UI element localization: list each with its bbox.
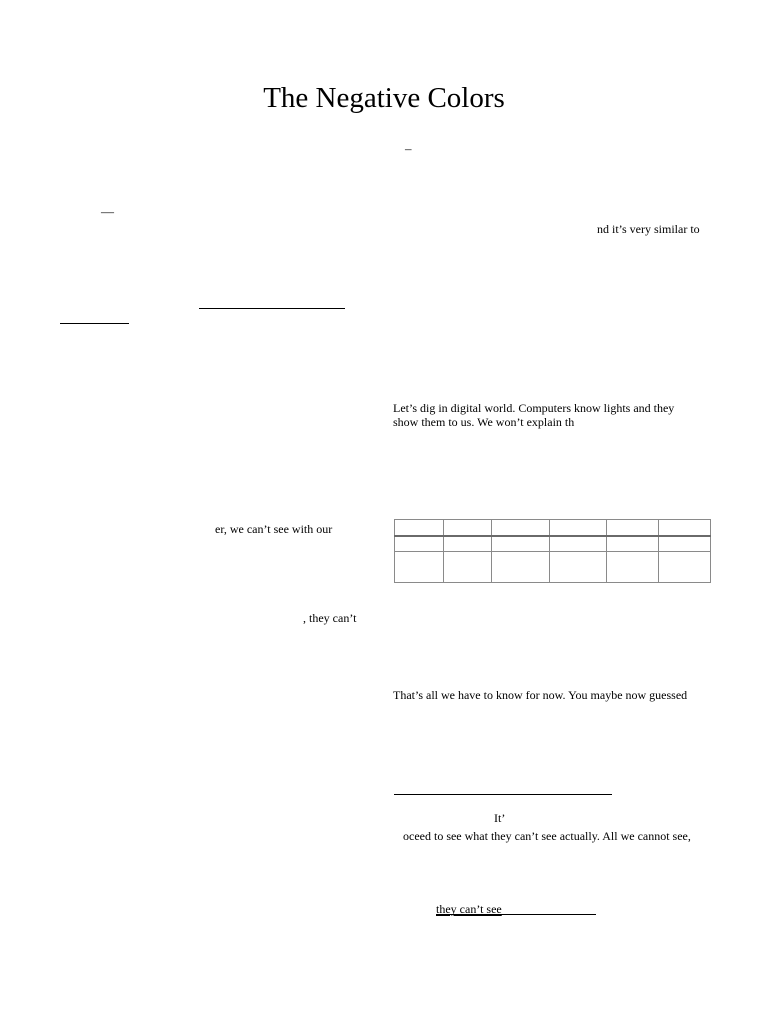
text-fragment-they-cant: , they can’t	[303, 611, 357, 625]
data-table	[394, 519, 711, 583]
paragraph-line: Let’s dig in digital world. Computers know lights and they	[393, 401, 675, 415]
table-cell	[550, 552, 607, 583]
paragraph-line: show them to us. We won’t explain th	[393, 415, 575, 429]
document-title: The Negative Colors	[263, 82, 505, 114]
table-cell	[444, 552, 492, 583]
underline-rule	[60, 323, 129, 324]
underline-rule	[199, 308, 345, 309]
table-cell	[659, 520, 711, 537]
underline-rule	[394, 794, 612, 795]
table-cell	[659, 536, 711, 552]
table-cell	[395, 520, 444, 537]
text-fragment-similar: nd it’s very similar to	[597, 222, 700, 236]
table-cell	[444, 520, 492, 537]
paragraph-line: oceed to see what they can’t see actually. All we cannot see,	[403, 829, 691, 843]
table-cell	[550, 520, 607, 537]
table-cell	[550, 536, 607, 552]
table-cell	[395, 552, 444, 583]
underlined-text: they can’t see	[436, 902, 502, 916]
table-cell	[444, 536, 492, 552]
table-cell	[659, 552, 711, 583]
table-row	[395, 552, 711, 583]
text-fragment-cant-see: er, we can’t see with our	[215, 522, 333, 536]
table-cell	[607, 520, 659, 537]
table-row	[395, 536, 711, 552]
dash-mark: –	[405, 141, 412, 156]
table-cell	[492, 536, 550, 552]
text-fragment-its: It’	[494, 811, 506, 825]
dash-mark-left: —	[101, 204, 114, 219]
table-cell	[492, 520, 550, 537]
underline-rule	[436, 914, 596, 915]
table-row	[395, 520, 711, 537]
table-cell	[395, 536, 444, 552]
table-cell	[607, 552, 659, 583]
table-cell	[492, 552, 550, 583]
paragraph-line: That’s all we have to know for now. You maybe now guessed	[393, 688, 688, 702]
table-cell	[607, 536, 659, 552]
empty-table	[394, 519, 710, 582]
